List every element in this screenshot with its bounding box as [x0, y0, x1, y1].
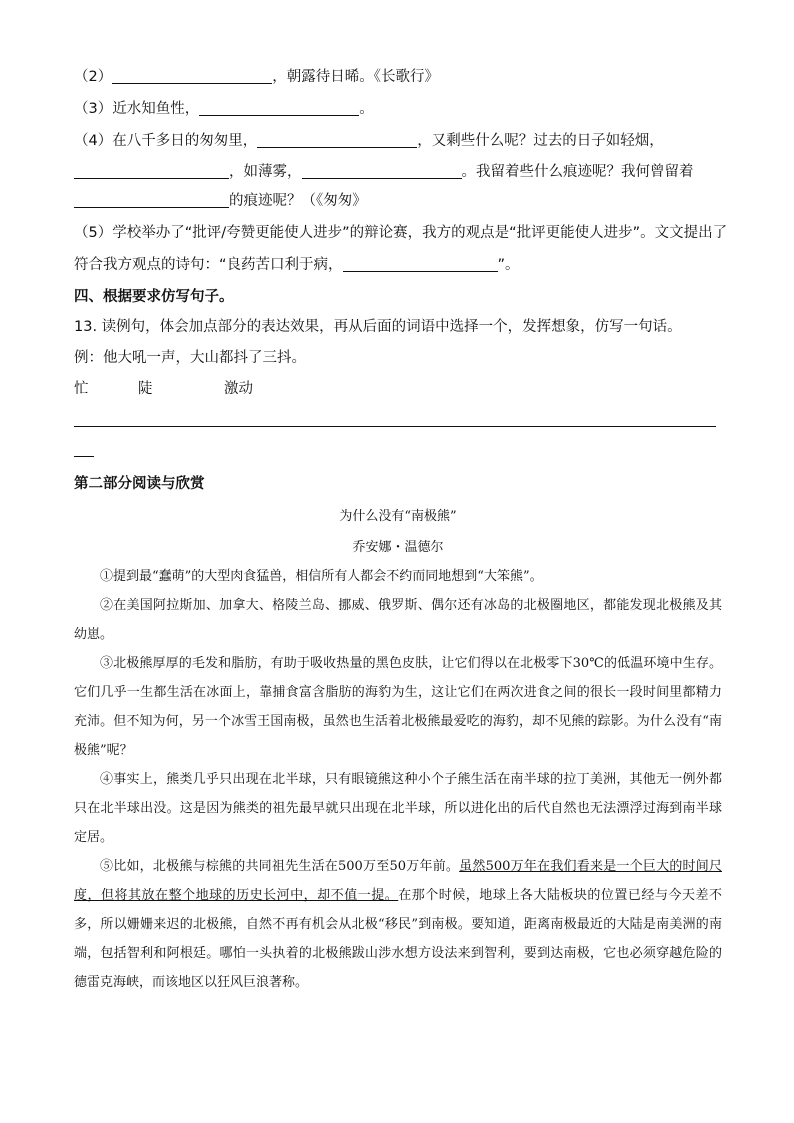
question-text: 。我留着些什么痕迹呢？我何曾留着	[461, 164, 694, 180]
question-4-line-1	[74, 131, 716, 151]
answer-blank[interactable]	[112, 68, 272, 84]
example-sentence: 例：他大吼一声，大山都抖了三抖。	[74, 350, 306, 366]
question-text: 符合我方观点的诗句：“良药苦口利于病，	[74, 257, 343, 273]
paragraph-2: ②在美国阿拉斯加、加拿大、格陵兰岛、挪威、俄罗斯、偶尔还有冰岛的北极圈地区，都能发现北极熊及其幼崽。	[74, 598, 722, 642]
question-text: 近水知鱼性，	[112, 101, 200, 117]
part-2-heading: 第二部分阅读与欣赏	[74, 476, 205, 492]
question-number: （2）	[74, 69, 113, 85]
question-text: 在八千多日的匆匆里，	[112, 133, 258, 149]
word-choice: 忙	[74, 381, 89, 397]
answer-blank[interactable]	[74, 163, 229, 179]
answer-blank[interactable]	[302, 163, 462, 179]
question-3	[74, 99, 716, 119]
paragraph-5-text: 在那个时候，地球上各大陆板块的位置已经与今天差不多，所以姗姗来迟的北极熊，自然不再有机会从北极“移民”到南极。要知道，距离南极最近的大陆是南美洲的南端，包括智利和阿根廷。哪怕一头执着的北极熊跋山涉水想方设法来到智利，要到达南极，它也必须穿越危险的德雷克海峡，而该地区以狂风巨浪著称。	[74, 888, 722, 990]
paragraph-5-text: ⑤比如，北极熊与棕熊的共同祖先生活在500万至50万年前。	[100, 859, 460, 874]
question-5-line-1	[74, 223, 728, 243]
question-text: ，朝露待日晞。《长歌行》	[272, 69, 439, 85]
question-5-line-2	[74, 255, 716, 275]
question-4-line-3	[74, 191, 716, 211]
paragraph-4: ④事实上，熊类几乎只出现在北半球，只有眼镜熊这种小个子熊生活在南半球的拉丁美洲，其他无一例外都只在北半球出没。这是因为熊类的祖先最早就只出现在北半球，所以进化出的后代自然也无法漂浮过海到南半球定居。	[74, 772, 722, 845]
question-number: （3）	[74, 101, 113, 117]
word-choice: 陡	[138, 381, 153, 397]
paragraph-3: ③北极熊厚厚的毛发和脂肪，有助于吸收热量的黑色皮肤，让它们得以在北极零下30℃的低温环境中生存。它们几乎一生都生活在冰面上，靠捕食富含脂肪的海豹为生，这让它们在两次进食之间的很长一段时间里都精力充沛。但不知为何，另一个冰雪王国南极，虽然也生活着北极熊最爱吃的海豹，却不见熊的踪影。为什么没有“南极熊”呢？	[74, 656, 722, 758]
question-number: （4）	[74, 133, 113, 149]
question-text: 。	[359, 101, 374, 117]
answer-line-end	[74, 456, 94, 457]
word-choices	[74, 379, 716, 399]
question-4-line-2	[74, 162, 716, 182]
question-text: ，如薄雾，	[229, 164, 302, 180]
underlined-sentence: 虽然500万年在我们看来是一个巨大的时间尺度，但将其放在整个地球的历史长河中，却不值一提。	[74, 859, 722, 903]
question-text: ”。	[497, 257, 520, 273]
answer-blank[interactable]	[343, 256, 498, 272]
paragraph-1: ①提到最“蠢萌”的大型肉食猛兽，相信所有人都会不约而同地想到“大笨熊”。	[100, 569, 543, 584]
answer-line[interactable]	[74, 426, 716, 427]
question-text: （5）学校举办了“批评/夸赞更能使人进步”的辩论赛，我方的观点是“批评更能使人进步”。文文提出了	[74, 225, 728, 241]
question-13: 13. 读例句，体会加点部分的表达效果，再从后面的词语中选择一个，发挥想象，仿写一句话。	[74, 319, 682, 335]
word-choice: 激动	[224, 381, 253, 397]
answer-blank[interactable]	[257, 132, 417, 148]
article-title: 为什么没有“南极熊”	[339, 509, 457, 524]
section-4-heading: 四、根据要求仿写句子。	[74, 289, 234, 305]
question-text: ，又剩些什么呢？过去的日子如轻烟，	[417, 133, 664, 149]
answer-blank[interactable]	[199, 100, 359, 116]
question-2	[74, 67, 716, 87]
question-text: 的痕迹呢？（《匆匆》	[229, 193, 367, 209]
article-body	[74, 562, 722, 997]
paragraph-5	[74, 852, 722, 997]
answer-blank[interactable]	[74, 192, 229, 208]
article-author: 乔安娜・温德尔	[352, 540, 444, 555]
